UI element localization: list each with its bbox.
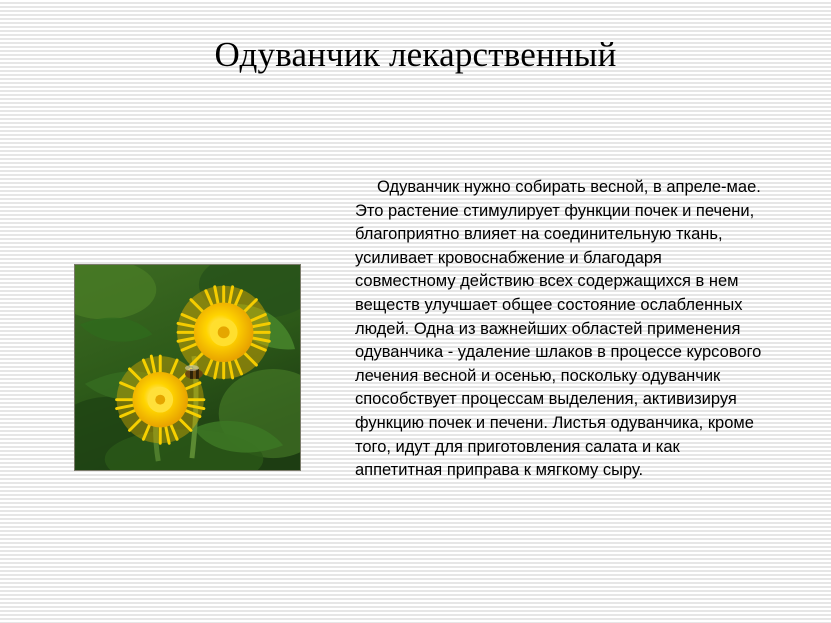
page-title: Одуванчик лекарственный — [214, 35, 617, 74]
dandelion-photo-graphic — [75, 265, 300, 470]
dandelion-photo — [74, 264, 301, 471]
body-paragraph: Одуванчик нужно собирать весной, в апреле-мае. Это растение стимулирует функции почек и печени, благоприятно влияет на соединительную ткань, усиливает кровоснабжение и благодаря совместному действию всех содержащихся в нем веществ улучшает общее состояние ослабленных людей. Одна из важнейших областей применения одуванчика - удаление шлаков в процессе курсового лечения весной и осенью, поскольку одуванчик способствует процессам выделения, активизируя функцию почек и печени. Листья одуванчика, кроме того, идут для приготовления салата и как аппетитная приправа к мягкому сыру. — [355, 178, 766, 480]
